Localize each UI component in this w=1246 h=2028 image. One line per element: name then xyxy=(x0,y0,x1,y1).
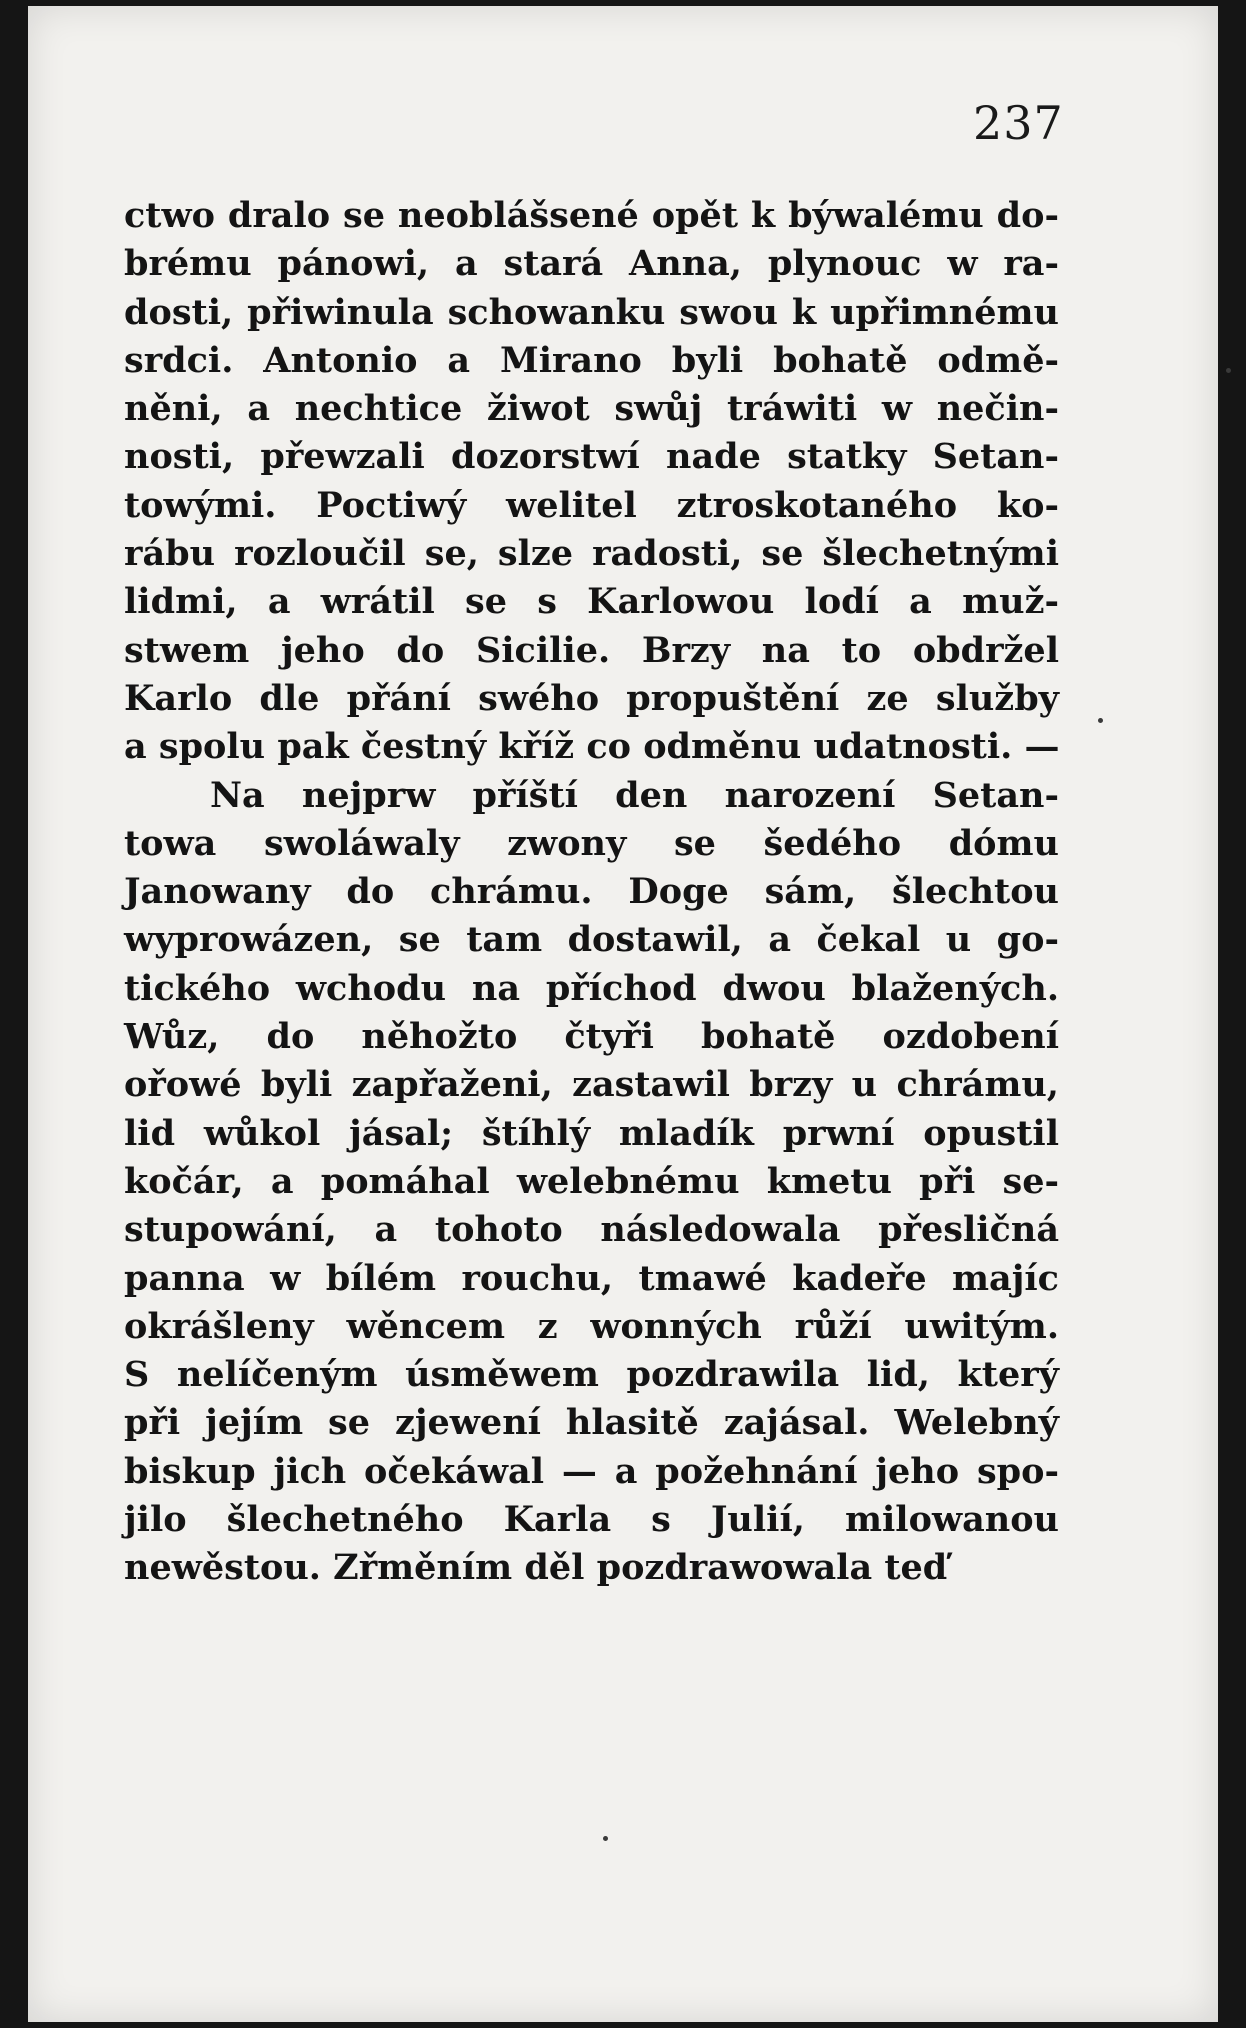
text-line: ctwo dralo se neoblášsené opět k býwalému do- xyxy=(124,195,1059,236)
text-line: tického wchodu na příchod dwou blažených. xyxy=(124,967,1059,1009)
margin-speck xyxy=(1226,368,1231,373)
text-line: nosti, přewzali dozorstwí nade statky Setan- xyxy=(124,436,1059,478)
text-line: wyprowázen, se tam dostawil, a čekal u go- xyxy=(124,919,1059,961)
text-line: Na nejprw příští den narození Setan- xyxy=(210,774,1059,816)
text-line: Janowany do chrámu. Doge sám, šlechtou xyxy=(124,871,1059,913)
text-line: towa swoláwaly zwony se šedého dómu xyxy=(124,822,1059,864)
text-line: lid wůkol jásal; štíhlý mladík prwní opustil xyxy=(124,1112,1059,1154)
text-line: dosti, přiwinula schowanku swou k upřimnému xyxy=(124,291,1059,333)
text-line: newěstou. Zřměním děl pozdrawowala teď xyxy=(124,1547,948,1589)
text-line: Wůz, do něhožto čtyři bohatě ozdobení xyxy=(124,1016,1059,1058)
text-line: rábu rozloučil se, slze radosti, se šlechetnými xyxy=(124,533,1059,575)
text-line: stwem jeho do Sicilie. Brzy na to obdržel xyxy=(124,629,1059,671)
text-line: Karlo dle přání swého propuštění ze služby xyxy=(124,677,1059,719)
text-line: lidmi, a wrátil se s Karlowou lodí a muž- xyxy=(124,581,1059,623)
text-line: něni, a nechtice žiwot swůj tráwiti w nečin- xyxy=(124,388,1059,430)
text-line: jilo šlechetného Karla s Julií, milowanou xyxy=(124,1499,1059,1541)
text-line: S nelíčeným úsměwem pozdrawila lid, který xyxy=(124,1354,1059,1396)
text-line: stupowání, a tohoto následowala přesličná xyxy=(124,1209,1059,1251)
text-line: a spolu pak čestný kříž co odměnu udatnosti. — xyxy=(124,726,1060,768)
text-line: panna w bílém rouchu, tmawé kadeře majíc xyxy=(124,1257,1059,1299)
page-number: 237 xyxy=(973,96,1064,150)
body-text xyxy=(124,192,1059,1593)
text-line: ořowé byli zapřaženi, zastawil brzy u chrámu, xyxy=(124,1064,1059,1106)
book-page xyxy=(28,6,1218,2022)
text-line: biskup jich očekáwal — a požehnání jeho spo- xyxy=(124,1450,1059,1492)
text-line: srdci. Antonio a Mirano byli bohatě odmě- xyxy=(124,339,1059,381)
text-line: brému pánowi, a stará Anna, plynouc w ra- xyxy=(124,243,1059,285)
text-line: okrášleny wěncem z wonných růží uwitým. xyxy=(124,1305,1059,1347)
margin-speck xyxy=(603,1836,608,1841)
text-line: kočár, a pomáhal welebnému kmetu při se- xyxy=(124,1160,1059,1202)
text-line: towými. Poctiwý welitel ztroskotaného ko- xyxy=(124,484,1059,526)
margin-speck xyxy=(1098,718,1103,723)
text-line: při jejím se zjewení hlasitě zajásal. Welebný xyxy=(124,1402,1059,1444)
